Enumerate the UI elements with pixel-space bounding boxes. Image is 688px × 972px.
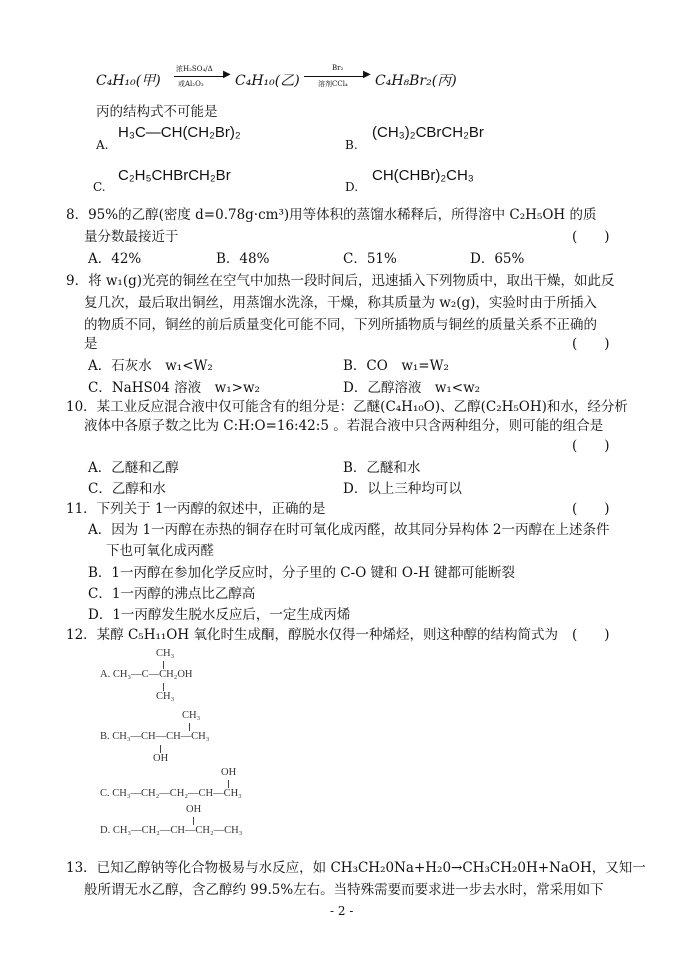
option-a: A．42% <box>88 251 142 267</box>
option-a-formula: H₃C—CH(CH₂Br)₂ <box>118 124 241 141</box>
answer-blank: ( ) <box>572 501 610 517</box>
option-a: A．石灰水 w₁<W₂ <box>88 358 213 374</box>
option-d-formula: CH(CHBr)₂CH₃ <box>372 167 474 184</box>
option-d: D．1一丙醇发生脱水反应后，一定生成丙烯 <box>88 607 351 623</box>
bond-line <box>193 817 194 825</box>
question-10-line-2: 液体中各原子数之比为 C:H:O=16:42:5 。若混合液中只含两种组分，则可能的组合是 <box>84 418 604 434</box>
question-7-stem: 丙的结构式不可能是 <box>96 104 218 120</box>
question-13-line-1: 13．已知乙醇钠等化合物极易与水反应，如 CH₃CH₂0Na+H₂0→CH₃CH₂0H+NaOH，又知一 <box>66 860 646 876</box>
structure-d-top: OH <box>186 804 202 815</box>
option-c-label: C. <box>93 180 106 194</box>
bond-line <box>163 661 164 669</box>
structure-b-top: CH₃ <box>182 710 201 721</box>
option-b: B．48% <box>216 251 270 267</box>
bond-line <box>160 745 161 753</box>
answer-blank: ( ) <box>572 438 610 454</box>
question-9-line-4: 是 <box>84 336 98 352</box>
condition-2-top: Br₂ <box>332 64 344 72</box>
structure-c-top: OH <box>221 767 237 778</box>
option-c-formula: C₂H₅CHBrCH₂Br <box>118 167 231 184</box>
question-9-line-2: 复几次，最后取出铜丝，用蒸馏水洗涤，干燥，称其质量为 w₂(g)，实验时由于所插入 <box>84 295 597 311</box>
answer-blank: ( ) <box>572 229 610 245</box>
structure-a-main: A. CH₃—C—CH₂OH <box>100 669 193 680</box>
option-b: B．CO w₁=W₂ <box>343 358 449 374</box>
bond-line <box>163 683 164 691</box>
option-a-line-1: A．因为 1一丙醇在赤热的铜存在时可氧化成丙醛，故其同分异构体 2一丙醇在上述条件 <box>88 522 610 538</box>
option-c: C．NaHS04 溶液 w₁>w₂ <box>88 380 260 396</box>
condition-2-bottom: 溶剂CCl₄ <box>318 80 348 88</box>
option-a-line-2: 下也可氧化成丙醛 <box>106 543 214 559</box>
answer-blank: ( ) <box>572 627 610 643</box>
structure-a-bottom: CH₃ <box>156 691 175 702</box>
intermediate-c4h10-yi: C₄H₁₀(乙) <box>235 73 300 89</box>
option-b: B．乙醚和水 <box>343 460 421 476</box>
bond-line <box>189 723 190 731</box>
option-b-label: B. <box>345 138 358 152</box>
option-d: D．65% <box>470 251 525 267</box>
answer-blank: ( ) <box>572 336 610 352</box>
option-d: D．乙醇溶液 w₁<w₂ <box>343 380 481 396</box>
page-number: - 2 - <box>330 904 354 918</box>
bond-line <box>228 780 229 788</box>
question-9-line-1: 9．将 w₁(g)光亮的铜丝在空气中加热一段时间后，迅速插入下列物质中，取出干燥，如此反 <box>66 273 615 289</box>
option-b-formula: (CH₃)₂CBrCH₂Br <box>372 124 484 141</box>
arrow-2 <box>304 76 366 77</box>
question-12-line-1: 12．某醇 C₅H₁₁OH 氧化时生成酮，醇脱水仅得一种烯烃，则这种醇的结构简式为 <box>66 627 558 643</box>
product-c4h8br2: C₄H₈Br₂(丙) <box>375 73 457 89</box>
question-8-line-2: 量分数最接近于 <box>84 229 179 245</box>
option-a-label: A. <box>96 138 109 152</box>
condition-1-bottom: 或Al₂O₃ <box>178 80 204 88</box>
question-13-line-2: 般所谓无水乙醇，含乙醇约 99.5%左右。当特殊需要而要求进一步去水时，常采用如下 <box>84 882 604 898</box>
structure-b-main: B. CH₃—CH—CH—CH₃ <box>100 731 210 742</box>
option-d: D．以上三种均可以 <box>343 481 462 497</box>
structure-b-bottom: OH <box>153 753 169 764</box>
option-b: B．1一丙醇在参加化学反应时，分子里的 C-O 键和 O-H 键都可能断裂 <box>88 565 516 581</box>
arrow-1-head-icon: ▶ <box>223 69 231 80</box>
option-a: A．乙醚和乙醇 <box>88 460 179 476</box>
structure-c-main: C. CH₃—CH₂—CH₂—CH—CH₃ <box>100 788 242 799</box>
arrow-1 <box>174 76 226 77</box>
condition-1-top: 浓H₂SO₄/Δ <box>176 65 213 73</box>
structure-a-top: CH₃ <box>156 648 175 659</box>
structure-d-main: D. CH₃—CH₂—CH—CH₂—CH₃ <box>100 825 243 836</box>
option-c: C．乙醇和水 <box>88 481 166 497</box>
question-9-line-3: 的物质不同，铜丝的前后质量变化可能不同，下列所插物质与铜丝的质量关系不正确的 <box>84 317 597 333</box>
question-10-line-1: 10．某工业反应混合液中仅可能含有的组分是：乙醚(C₄H₁₀O)、乙醇(C₂H₅OH)和水，经分析 <box>66 399 628 415</box>
option-c: C．1一丙醇的沸点比乙醇高 <box>88 586 256 602</box>
option-d-label: D. <box>345 180 359 194</box>
question-8-line-1: 8．95%的乙醇(密度 d=0.78g·cm³)用等体积的蒸馏水稀释后，所得溶中 C₂H₅OH 的质 <box>66 207 597 223</box>
reactant-c4h10-jia: C₄H₁₀(甲) <box>96 73 161 89</box>
question-11-line-1: 11．下列关于 1一丙醇的叙述中，正确的是 <box>66 501 326 517</box>
arrow-2-head-icon: ▶ <box>363 69 371 80</box>
option-c: C．51% <box>343 251 397 267</box>
